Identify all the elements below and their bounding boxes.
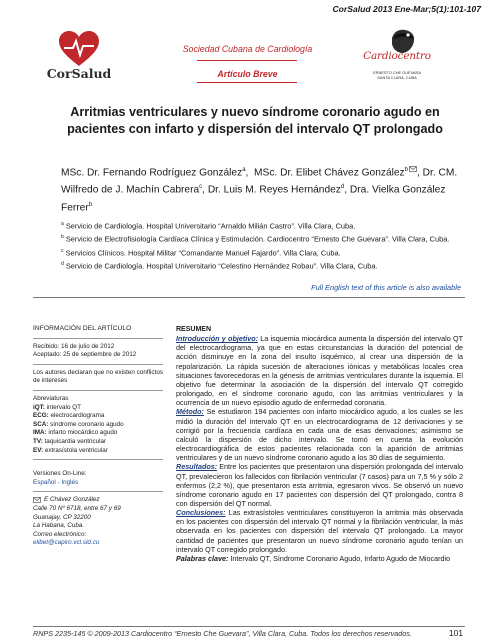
cardiocentro-subtitle-line2: SANTA CLARA, CUBA [377,75,417,80]
author-list: MSc. Dr. Fernando Rodríguez González$^a$, MSc. Dr. Elibet Chávez González$^b$ , Dr. CM. Wilfredo de J. Machín Cabrera$^c$, Dr. Luis M. Reyes Hernández$^d$, Dra. Vielka González Ferrer$^b$ [61,167,458,214]
contact-email-link[interactable]: elibet@capiro.vcl.sld.cu [33,539,100,547]
abbreviation-item: iQT: intervalo QT [33,403,81,411]
author-name: MSc. Dr. Elibet Chávez González [254,167,405,179]
cardiocentro-logo [354,24,440,94]
received-date: Recibido: 16 de julio de 2012 [33,342,115,350]
journal-reference: CorSalud 2013 Ene-Mar;5(1):101-107 [332,4,481,14]
author-name: MSc. Dr. Fernando Rodríguez González [61,167,243,179]
envelope-icon [409,166,417,172]
versions-label: Versiones On-Line: [33,470,87,478]
article-title: Arritmias ventriculares y nuevo síndrome coronario agudo en pacientes con infarto y dispersión del intervalo QT prolongado [67,105,443,136]
article-type: Artículo Breve [217,69,278,79]
author-name: Dra. Vielka González Ferrer [61,184,446,214]
article-info-column [33,325,163,548]
footer-divider [33,626,465,627]
page-number: 101 [449,628,463,638]
society-name: Sociedad Cubana de Cardiología [182,44,313,54]
contact-email-label: Correo electrónico: [33,530,87,538]
article-info-heading: INFORMACIÓN DEL ARTÍCULO [33,325,132,332]
cardiocentro-subtitle [354,70,440,80]
author-sup: d [340,184,345,191]
abstract-heading: RESUMEN [176,326,212,333]
corsalud-logo-text: CorSalud [46,66,112,81]
abstract-intro: Introducción y objetivo: La isquemia miocárdica aumenta la dispersión del intervalo QT del electrocardiograma, ya que en estas circunstancias la duración del potencial de acción disminuye en la zona del insulto isquémico, al crear una dispersión de la repolarización. La rápida sucesión de alteraciones iónicas y metabólicas locales crea situaciones favorecedoras en la génesis de arritmias ventriculares durante la isquemia. El objetivo fue determinar la asociación de la dispersión del intervalo QT corregido prolongado, en el síndrome coronario agudo, con las arritmias ventriculares y la ocurrencia de un nuevo episodio agudo de enfermedad coronaria. [176,334,463,408]
cardiocentro-script: Cardiocentro [363,50,431,62]
versions-language-links[interactable]: Español - Inglés [33,478,79,486]
abbreviation-item: EV: extrasístola ventricular [33,446,108,454]
header-divider [33,297,465,298]
abbreviations-heading: Abreviaturas [33,394,69,402]
author-sup: b [405,167,417,173]
author-name: Dr. Luis M. Reyes Hernández [207,184,341,196]
contact-address-line: La Habana, Cuba. [33,522,85,530]
affiliation-list [61,219,456,273]
divider [33,390,163,391]
envelope-icon [33,497,41,503]
conflicts-statement: Los autores declaran que no existen conflictos de intereses [33,368,163,385]
author-name: Dr. CM. Wilfredo de J. Machín Cabrera [61,167,458,196]
contact-address-line: Calle 70 Nº 6718, entre 67 y 69 [33,504,121,512]
abbreviation-item: IMA: infarto miocárdico agudo [33,429,118,437]
cardiocentro-subtitle-line1: ERNESTO CHE GUEVARA [373,70,421,75]
divider [33,459,163,460]
author-sup: c [199,184,203,191]
abstract-keywords: Palabras clave: Intervalo QT, Síndrome Coronario Agudo, Infarto Agudo de Miocardio [176,553,451,563]
affiliation-item: $^d$ Servicio de Cardiología. Hospital Universitario “Celestino Hernández Robau”. Villa Clara, Cuba. [61,261,378,271]
abstract-results: Resultados: Entre los pacientes que presentaron una dispersión prolongada del intervalo QT, prevalecieron los fallecidos con fibrilación ventricular (7 casos) para un 7,5 % y sólo 2 enfermos (2,2 %), que presentaron esta arritmia, egresaron vivos. Se observó un nuevo síndrome coronario agudo en 17 pacientes con dispersión del QT prolongado, contra 8 con dispersión del QT normal. [176,462,463,508]
abstract [176,325,463,563]
abstract-method: Método: Se estudiaron 194 pacientes con infarto miocárdico agudo, a los cuales se les midió la duración del intervalo QT en un electrocardiograma de 12 derivaciones y se corrigió por la frecuencia cardíaca en cada una de esas derivaciones; asimismo se calculó la dispersión de dicho intervalo. Se tomó en cuenta la evolución electrocardiográfica de estos pacientes relacionada con la aparición de arritmias ventriculares y de un nuevo síndrome coronario agudo a los 30 días de seguimiento. [176,407,463,463]
divider [33,364,163,365]
author-sup: a [242,167,246,173]
affiliation-item: $^b$ Servicio de Electrofisiología Cardíaca Clínica y Estimulación. Cardiocentro “Ernesto Che Guevara”. Villa Clara, Cuba. [61,234,450,244]
full-english-link[interactable]: Full English text of this article is also available [311,283,461,292]
society-divider [197,60,297,61]
article-type-divider [197,82,297,83]
author-sup: b [88,201,93,208]
footer-copyright: RNPS 2235-145 © 2009-2013 Cardiocentro “Ernesto Che Guevara”, Villa Clara, Cuba. Todos los derechos reservados. [33,629,412,638]
accepted-date: Aceptado: 25 de septiembre de 2012 [33,351,137,359]
affiliation-item: $^a$ Servicio de Cardiología. Hospital Universitario “Arnaldo Milián Castro”. Villa Clara, Cuba. [61,221,356,231]
divider [33,491,163,492]
abstract-conclusions: Conclusiones: Las extrasístoles ventriculares constituyeron la arritmia más observada en los pacientes con dispersión del intervalo QT normal y la fibrilación ventricular, la más observada en los pacientes con dispersión del intervalo QT prolongado. La mayor cantidad de pacientes que presentaron un nuevo síndrome coronario agudo tenían un intervalo QT corregido prolongado. [176,508,463,554]
contact-name: E Chávez González [33,496,163,505]
affiliation-item: $^c$ Servicios Clínicos. Hospital Militar “Comandante Manuel Fajardo”. Villa Clara, Cuba. [61,247,341,258]
divider [33,338,163,339]
abbreviation-item: TV: taquicardia ventricular [33,437,107,445]
abbreviation-item: ECG: electrocardiograma [33,412,105,420]
contact-address-line: Guanajay, CP 32200 [33,513,91,521]
abbreviation-item: SCA: síndrome coronario agudo [33,420,124,428]
